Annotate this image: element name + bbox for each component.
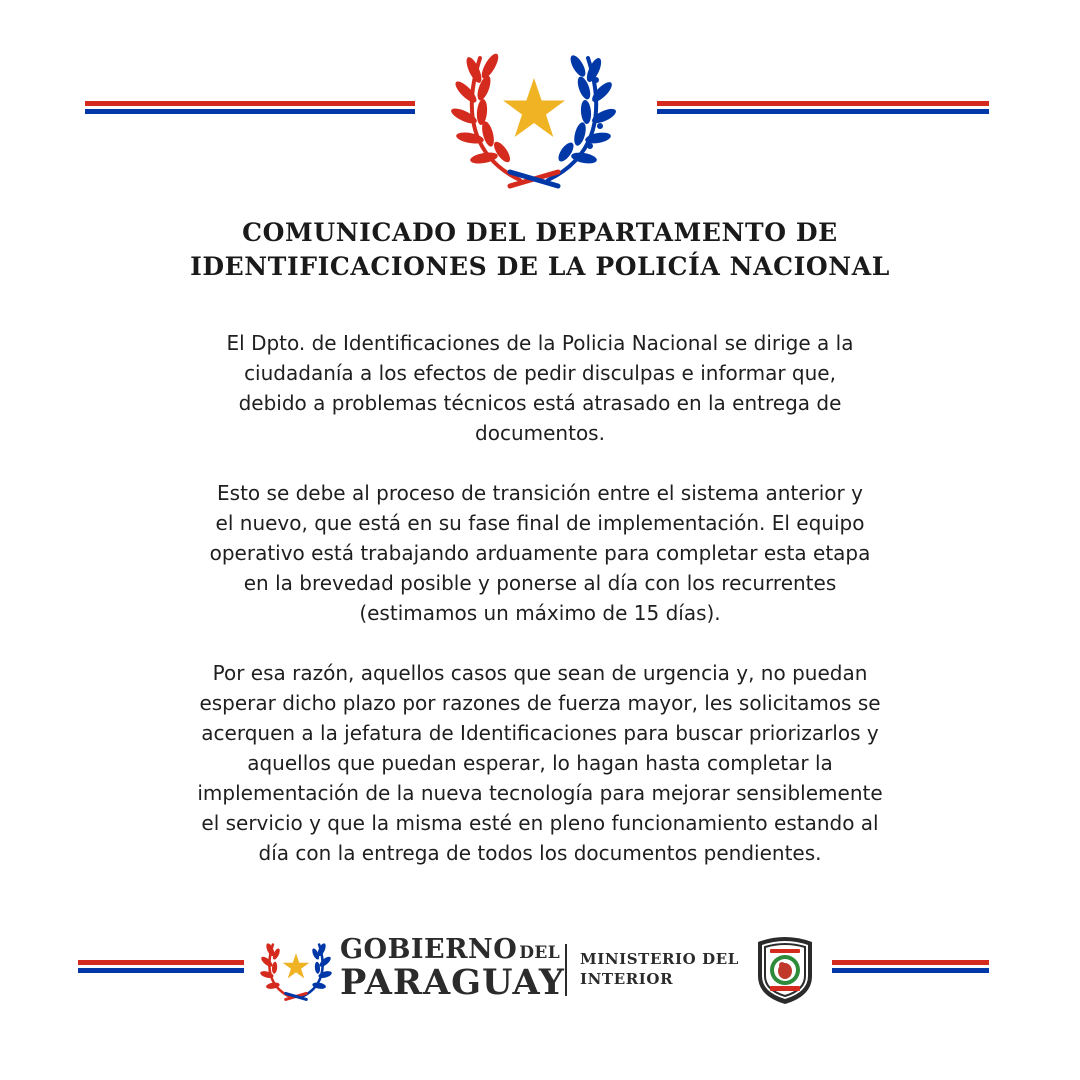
flag-stripe-bottom-left xyxy=(78,960,244,980)
body-line: operativo está trabajando arduamente para completar esta etapa xyxy=(209,541,871,565)
paragraph-apology xyxy=(150,328,930,448)
body-line: esperar dicho plazo por razones de fuerza mayor, les solicitamos se xyxy=(199,691,881,715)
paraguay-word: PARAGUAY xyxy=(340,962,565,1003)
body-line: debido a problemas técnicos está atrasado en la entrega de xyxy=(238,391,842,415)
body-line: Esto se debe al proceso de transición entre el sistema anterior y xyxy=(217,481,863,505)
police-shield-icon xyxy=(752,934,818,1006)
paragraph-transition xyxy=(150,478,930,628)
body-line: acerquen a la jefatura de Identificaciones para buscar priorizarlos y xyxy=(201,721,879,745)
title-line: IDENTIFICACIONES DE LA POLICÍA NACIONAL xyxy=(190,252,890,281)
paragraph-urgency xyxy=(150,658,930,868)
laurel-wreath-star-icon xyxy=(450,40,618,190)
policia-nacional-badge-icon xyxy=(752,934,818,1006)
communique-body xyxy=(150,328,930,898)
logo-divider xyxy=(565,944,567,996)
flag-stripe-top-left xyxy=(85,101,415,121)
gobierno-del-paraguay-logo xyxy=(340,934,565,1003)
gobierno-word: GOBIERNO xyxy=(340,934,518,965)
communique-title xyxy=(90,216,990,284)
flag-stripe-bottom-right xyxy=(832,960,989,980)
ministerio-line: INTERIOR xyxy=(580,970,674,988)
body-line: ciudadanía a los efectos de pedir disculpas e informar que, xyxy=(244,361,836,385)
flag-stripe-top-right xyxy=(657,101,989,121)
body-line: Por esa razón, aquellos casos que sean de urgencia y, no puedan xyxy=(212,661,868,685)
body-line: aquellos que puedan esperar, lo hagan hasta completar la xyxy=(247,751,833,775)
body-line: implementación de la nueva tecnología para mejorar sensiblemente xyxy=(197,781,883,805)
body-line: El Dpto. de Identificaciones de la Policia Nacional se dirige a la xyxy=(226,331,854,355)
body-line: (estimamos un máximo de 15 días). xyxy=(359,601,721,625)
body-line: el nuevo, que está en su fase final de implementación. El equipo xyxy=(215,511,865,535)
title-line: COMUNICADO DEL DEPARTAMENTO DE xyxy=(242,218,838,247)
gobierno-seal-icon xyxy=(260,936,332,1002)
body-line: en la brevedad posible y ponerse al día con los recurrentes xyxy=(243,571,837,595)
laurel-wreath-star-icon xyxy=(260,936,332,1002)
body-line: el servicio y que la misma esté en pleno funcionamiento estando al xyxy=(201,811,879,835)
body-line: día con la entrega de todos los documentos pendientes. xyxy=(258,841,822,865)
paraguay-seal-icon xyxy=(450,40,618,190)
del-word: DEL xyxy=(519,943,561,963)
body-line: documentos. xyxy=(475,421,605,445)
ministerio-line: MINISTERIO DEL xyxy=(580,950,739,968)
ministerio-del-interior-logo xyxy=(580,949,739,989)
